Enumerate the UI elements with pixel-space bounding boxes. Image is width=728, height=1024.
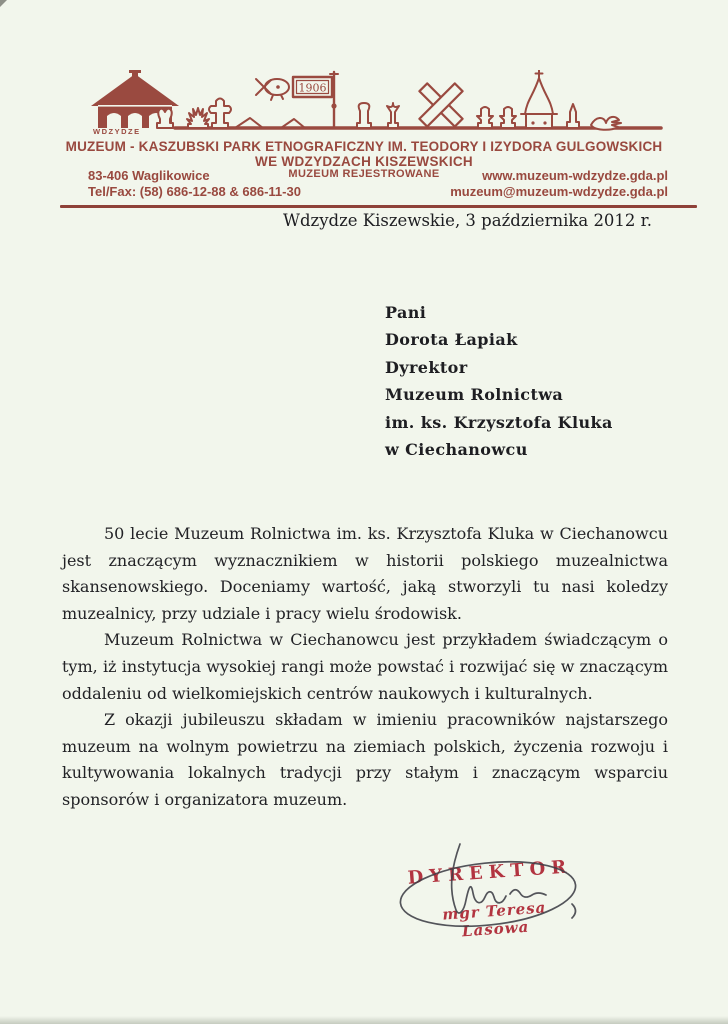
- flag-1906: [293, 72, 338, 128]
- letterhead-contact-right: [450, 168, 668, 200]
- cross-post-icon: [209, 99, 231, 129]
- letterhead-website: www.muzeum-wdzydze.gda.pl: [482, 168, 668, 183]
- recipient-line: Dorota Łapiak: [385, 330, 518, 350]
- letterhead-divider-rule: [60, 205, 697, 208]
- body-paragraph: Z okazji jubileuszu składam w imieniu pracowników najstarszego muzeum na wolnym powietrzu na ziemiach polskich, życzenia rozwoju i kultywowania lokalnych tradycji przy stałym i znaczącym wsparciu sponsorów i organizatora muzeum.: [62, 710, 668, 809]
- logo-place-label: WDZYDZE: [93, 127, 141, 136]
- recipient-line: w Ciechanowcu: [385, 440, 528, 460]
- wayside-post-icon: [477, 107, 493, 128]
- recipient-line: Dyrektor: [385, 357, 468, 377]
- wayside-post-icon: [357, 103, 371, 128]
- body-paragraph: 50 lecie Muzeum Rolnictwa im. ks. Krzysztofa Kluka w Ciechanowcu jest znaczącym wyznacznikiem w historii polskiego muzealnictwa skansenowskiego. Doceniamy wartość, jaką stworzyli tu nasi koledzy muzealnicy, przy udziale i pracy wielu środowisk.: [62, 524, 668, 623]
- director-stamp-title: DYREKTOR: [407, 856, 573, 889]
- letterhead-title-line2: WE WDZYDZACH KISZEWSKICH: [255, 154, 473, 169]
- recipient-block: [385, 299, 613, 463]
- body-paragraph: Muzeum Rolnictwa w Ciechanowcu jest przykładem świadczącym o tym, iż instytucja wysokiej rangi może powstać i rozwijać się w znaczącym oddaleniu od wielkomiejskich centrów naukowych i kulturalnych.: [62, 630, 668, 703]
- windmill-cross-icon: [419, 83, 462, 126]
- wayside-post-icon: [387, 103, 399, 128]
- letterhead-title-line1: MUZEUM - KASZUBSKI PARK ETNOGRAFICZNY IM. TEODORY I IZYDORA GULGOWSKICH: [65, 139, 663, 154]
- recipient-line: Muzeum Rolnictwa: [385, 385, 564, 405]
- letter-body: [62, 521, 668, 814]
- scan-edge-shadow: [0, 1016, 728, 1024]
- recipient-line: Pani: [385, 303, 427, 322]
- church-tower-icon: [521, 70, 557, 128]
- bird-icon: [591, 117, 621, 130]
- letterhead-email: muzeum@muzeum-wdzydze.gda.pl: [450, 184, 668, 199]
- date-line: Wdzydze Kiszewskie, 3 października 2012 r.: [282, 211, 652, 230]
- museum-skyline-logo: [85, 70, 665, 136]
- letterhead-contact-left: [88, 168, 301, 200]
- letterhead-registered-label: MUZEUM REJESTROWANE: [288, 168, 440, 180]
- wayside-post-icon: [567, 104, 579, 128]
- letterhead-telfax: Tel/Fax: (58) 686-12-88 & 686-11-30: [88, 184, 301, 199]
- director-stamp-name: mgr Teresa Lasowa: [441, 898, 547, 941]
- wayside-post-icon: [500, 107, 516, 128]
- plant-post-icon: [187, 108, 209, 128]
- recipient-line: im. ks. Krzysztofa Kluka: [385, 412, 613, 432]
- wayside-post-icon: [157, 109, 173, 128]
- fish-icon: [256, 79, 289, 100]
- flag-year-label: 1906: [298, 81, 327, 95]
- letterhead-address: 83-406 Waglikowice: [88, 168, 210, 183]
- scan-corner-mark: [0, 0, 7, 7]
